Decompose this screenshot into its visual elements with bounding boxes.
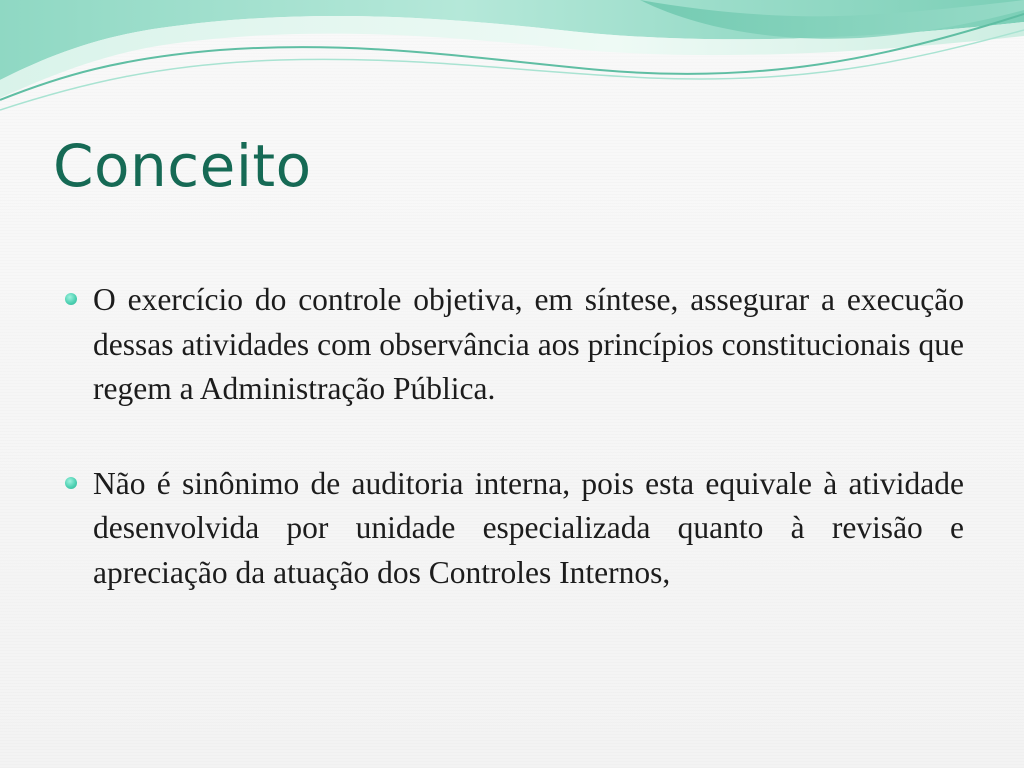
circle-bullet-icon <box>65 477 77 489</box>
bullet-item <box>64 278 964 412</box>
header-wave-decoration <box>0 0 1024 120</box>
slide-title: Conceito <box>53 132 312 200</box>
bullet-text: O exercício do controle objetiva, em síntese, assegurar a execução dessas atividades com observância aos princípios constitucionais que regem a Administração Pública. <box>93 282 964 406</box>
bullet-list <box>64 278 964 645</box>
bullet-item <box>64 462 964 596</box>
bullet-text: Não é sinônimo de auditoria interna, pois esta equivale à atividade desenvolvida por unidade especializada quanto à revisão e apreciação da atuação dos Controles Internos, <box>93 465 964 590</box>
circle-bullet-icon <box>65 293 77 305</box>
